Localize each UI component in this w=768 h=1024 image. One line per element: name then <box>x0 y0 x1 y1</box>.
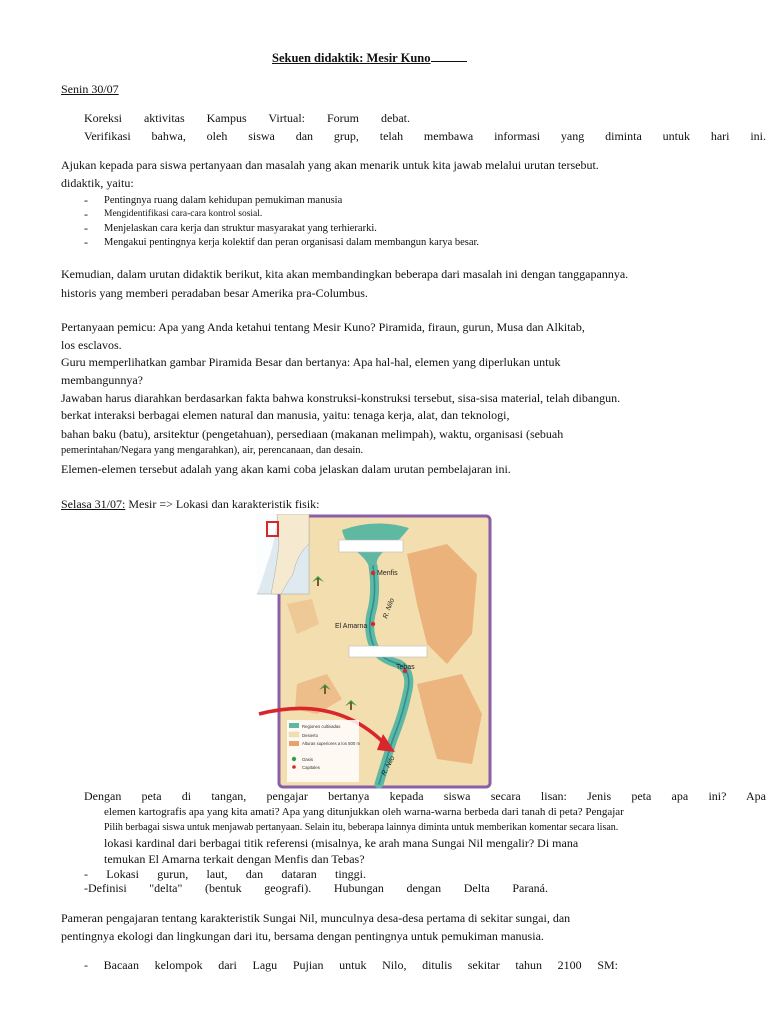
day1-q-line8: pemerintahan/Negara yang mengarahkan), air, perencanaan, dan desain. <box>61 445 364 456</box>
day1-q-line9: Elemen-elemen tersebut adalah yang akan kami coba jelaskan dalam urutan pembelajaran ini. <box>61 462 511 476</box>
page-title: Sekuen didaktik: Mesir Kuno <box>272 50 467 66</box>
map-label-nilo-north: R. Nilo <box>382 597 397 620</box>
map-city-menfis <box>371 571 375 575</box>
legend-item: Capitales <box>302 765 320 770</box>
map-legend <box>287 720 359 782</box>
day2-p2-line1: Pameran pengajaran tentang karakteristik Sungai Nil, munculnya desa-desa pertama di sekitar sungai, dan <box>61 911 571 925</box>
day1-para2-line2: historis yang memberi peradaban besar Amerika pra-Columbus. <box>61 286 368 300</box>
day1-para2-line1: Kemudian, dalam urutan didaktik berikut, kita akan membandingkan beberapa dari masalah ini dengan tanggapannya. <box>61 267 629 281</box>
day2-p2-line2: pentingnya ekologi dan lingkungan dari itu, bersama dengan pentingnya untuk pemukiman manusia. <box>61 929 544 943</box>
map-label-box <box>339 540 403 552</box>
day2-heading: Selasa 31/07: Mesir => Lokasi dan karakteristik fisik: <box>61 497 320 511</box>
day1-q-line5: Jawaban harus diarahkan berdasarkan fakta bahwa konstruksi-konstruksi tersebut, sisa-sisa material, telah dibangun. <box>61 391 621 405</box>
egypt-map <box>257 514 492 789</box>
day1-q-line2: los esclavos. <box>61 338 122 352</box>
day2-p1-line4: lokasi kardinal dari berbagai titik referensi (misalnya, ke arah mana Sungai Nil mengalir? Di mana <box>104 836 579 850</box>
day2-p1-line6: - Lokasi gurun, laut, dan dataran tinggi. <box>84 867 366 881</box>
map-label-tebas: Tebas <box>396 664 415 671</box>
day1-q-line7: bahan baku (batu), arsitektur (pengetahuan), persediaan (makanan melimpah), waktu, organisasi (sebuah <box>61 427 564 441</box>
date-day1: Senin 30/07 <box>61 82 119 96</box>
day2-p1-line7: -Definisi "delta" (bentuk geografi). Hubungan dengan Delta Paraná. <box>84 881 548 895</box>
day1-intro2: didaktik, yaitu: <box>61 176 134 190</box>
day1-intro1: Ajukan kepada para siswa pertanyaan dan masalah yang akan menarik untuk kita jawab melalui urutan tersebut. <box>61 158 599 172</box>
day1-q-line4: membangunnya? <box>61 373 143 387</box>
day1-q-line1: Pertanyaan pemicu: Apa yang Anda ketahui tentang Mesir Kuno? Piramida, firaun, gurun, Musa dan Alkitab, <box>61 320 585 334</box>
legend-item: Oasis <box>302 757 313 762</box>
day2-p3: - Bacaan kelompok dari Lagu Pujian untuk Nilo, ditulis sekitar tahun 2100 SM: <box>84 958 618 972</box>
day1-line2: Verifikasi bahwa, oleh siswa dan grup, telah membawa informasi yang diminta untuk hari ini. <box>84 129 766 143</box>
day1-q-line6: berkat interaksi berbagai elemen natural dan manusia, yaitu: tenaga kerja, alat, dan teknologi, <box>61 408 510 422</box>
legend-item: Desierto <box>302 733 319 738</box>
map-label-box <box>349 646 427 657</box>
map-label-nilo-south: R. Nilo <box>380 755 397 777</box>
day2-p1-line3: Pilih berbagai siswa untuk menjawab pertanyaan. Selain itu, beberapa lainnya diminta untuk memberikan komentar secara lisan. <box>104 822 619 833</box>
day2-p1-line2: elemen kartografis apa yang kita amati? Apa yang ditunjukkan oleh warna-warna berbeda dari tanah di peta? Pengajar <box>104 806 624 818</box>
day2-p1-line1: Dengan peta di tangan, pengajar bertanya kepada siswa secara lisan: Jenis peta apa ini? Apa <box>84 789 766 803</box>
map-label-elamarna: El Amarna <box>335 623 368 630</box>
day1-line1: Koreksi aktivitas Kampus Virtual: Forum debat. <box>84 111 410 125</box>
legend-item: Regiones cultivadas <box>302 724 341 729</box>
day1-q-line3: Guru memperlihatkan gambar Piramida Besar dan bertanya: Apa hal-hal, elemen yang diperlukan untuk <box>61 355 561 369</box>
map-label-menfis: Menfis <box>377 570 398 577</box>
legend-item: Alturas superiores a los 500 m <box>302 741 361 746</box>
map-city-elamarna <box>371 622 375 626</box>
day2-p1-line5: temukan El Amarna terkait dengan Menfis dan Tebas? <box>104 852 365 866</box>
